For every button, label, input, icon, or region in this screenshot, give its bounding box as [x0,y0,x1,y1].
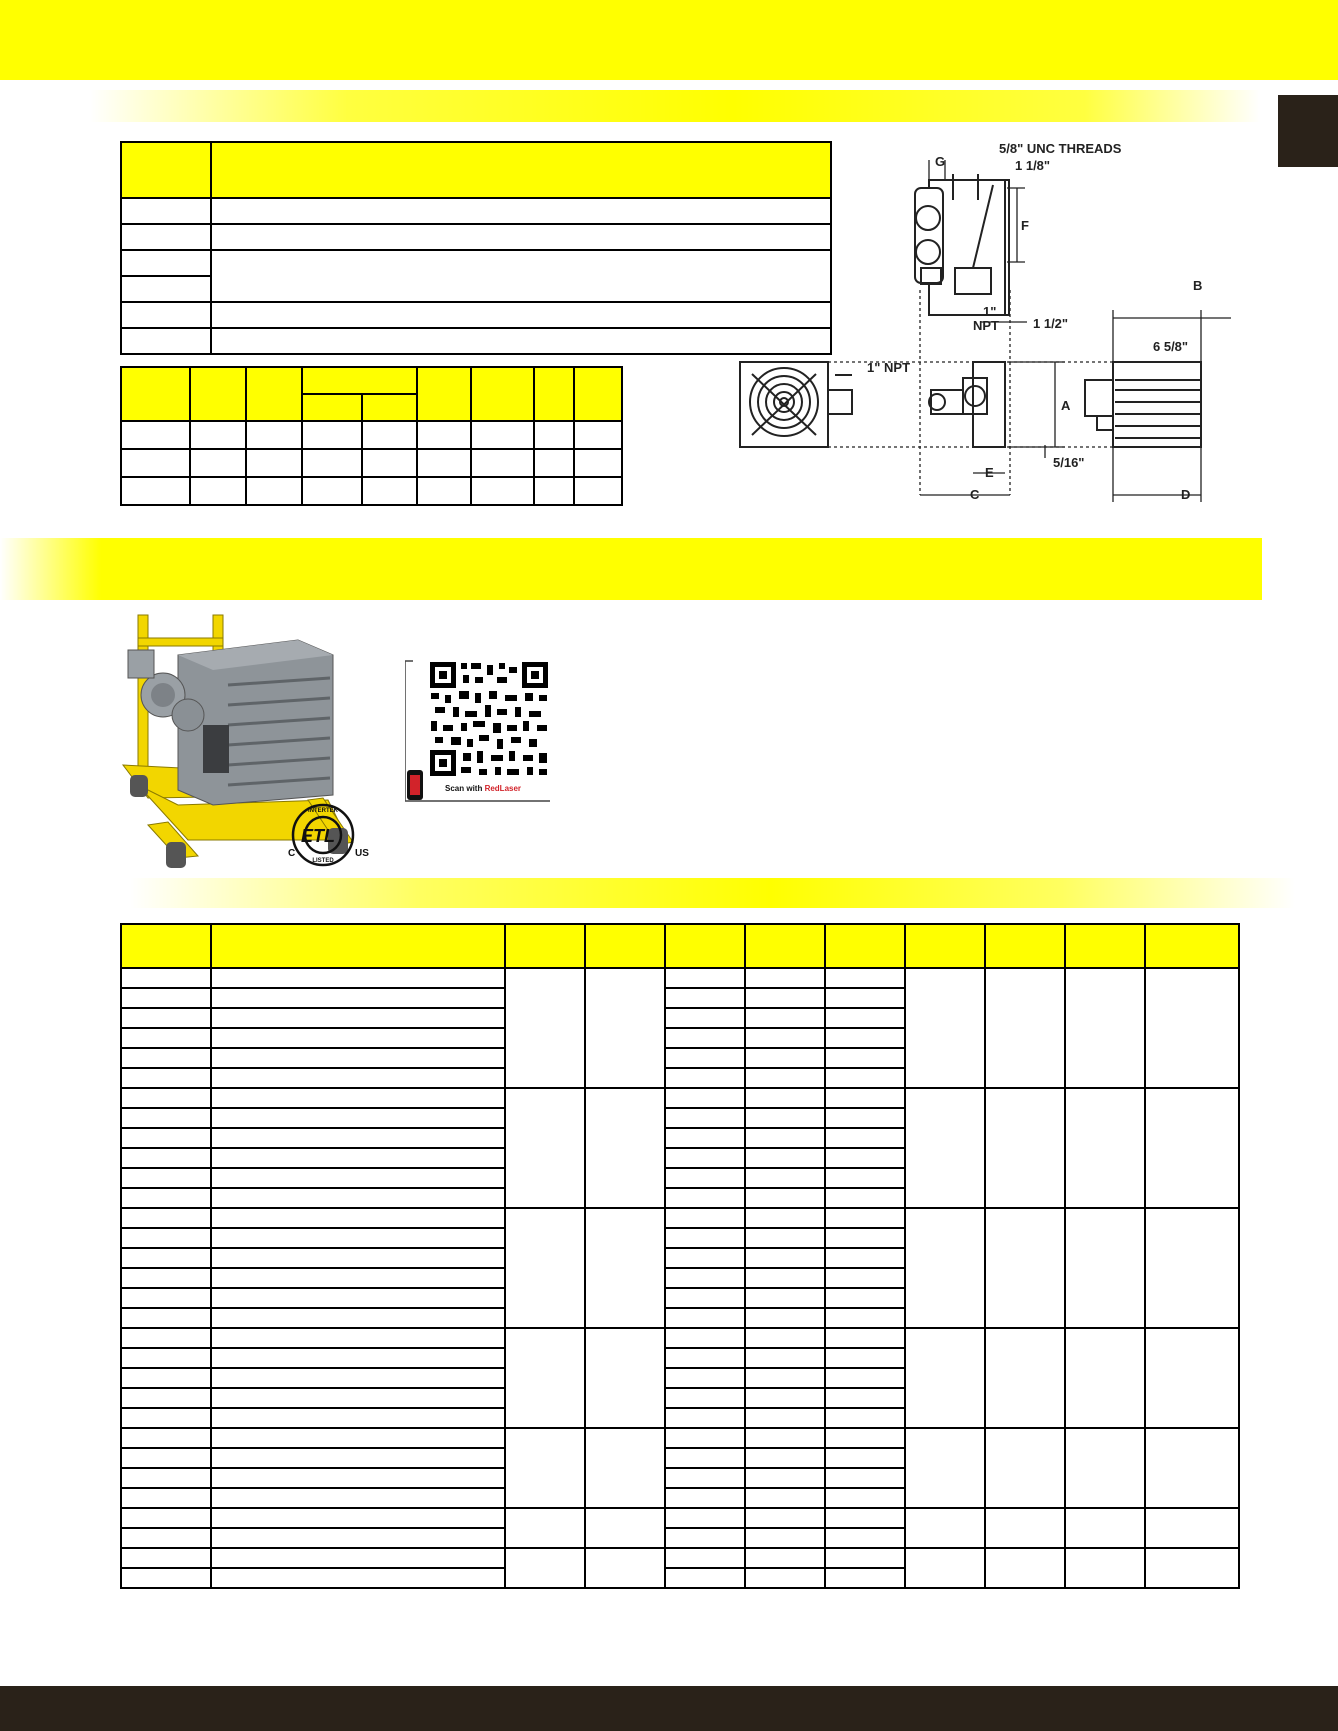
section-header-band-3 [130,878,1295,908]
label-six-five-eighths: 6 5/8" [1153,339,1189,354]
label-d: D [1181,487,1191,502]
qr-code-block[interactable] [405,655,555,810]
label-c: C [970,487,980,502]
svg-text:Scan with RedLaser [445,784,521,793]
label-a: A [1061,398,1071,413]
label-five-sixteenths: 5/16" [1053,455,1085,470]
label-g: G [935,154,946,169]
section-header-band-2 [0,538,1262,600]
label-npt-bottom: NPT [973,318,999,333]
dimensions-table [120,366,623,506]
etl-ring-top: INTERTEK [308,808,338,814]
label-b: B [1193,278,1203,293]
qr-scan-brand: RedLaser [484,784,522,793]
label-one-half: 1 1/2" [1033,316,1069,331]
label-npt-top: 1" [983,304,997,319]
label-unc-threads: 5/8" UNC THREADS [999,141,1122,156]
ordering-table [120,923,1240,1589]
label-npt-left: 1" NPT [867,360,911,375]
etl-ring-bottom: LISTED [312,858,334,864]
dimension-drawing [735,140,1235,510]
etl-center: ETL [301,826,335,846]
label-f: F [1021,218,1029,233]
label-e: E [985,465,994,480]
heater-product-image [118,610,376,872]
bottom-footer-bar [0,1686,1338,1731]
section-header-band [90,90,1260,122]
page-section-tab [1278,95,1338,167]
label-one-eighth: 1 1/8" [1015,158,1051,173]
top-header-bar [0,0,1338,80]
etl-us: US [355,848,369,859]
etl-c: C [288,848,296,859]
specifications-table [120,141,832,355]
qr-scan-prefix: Scan with [445,784,485,793]
